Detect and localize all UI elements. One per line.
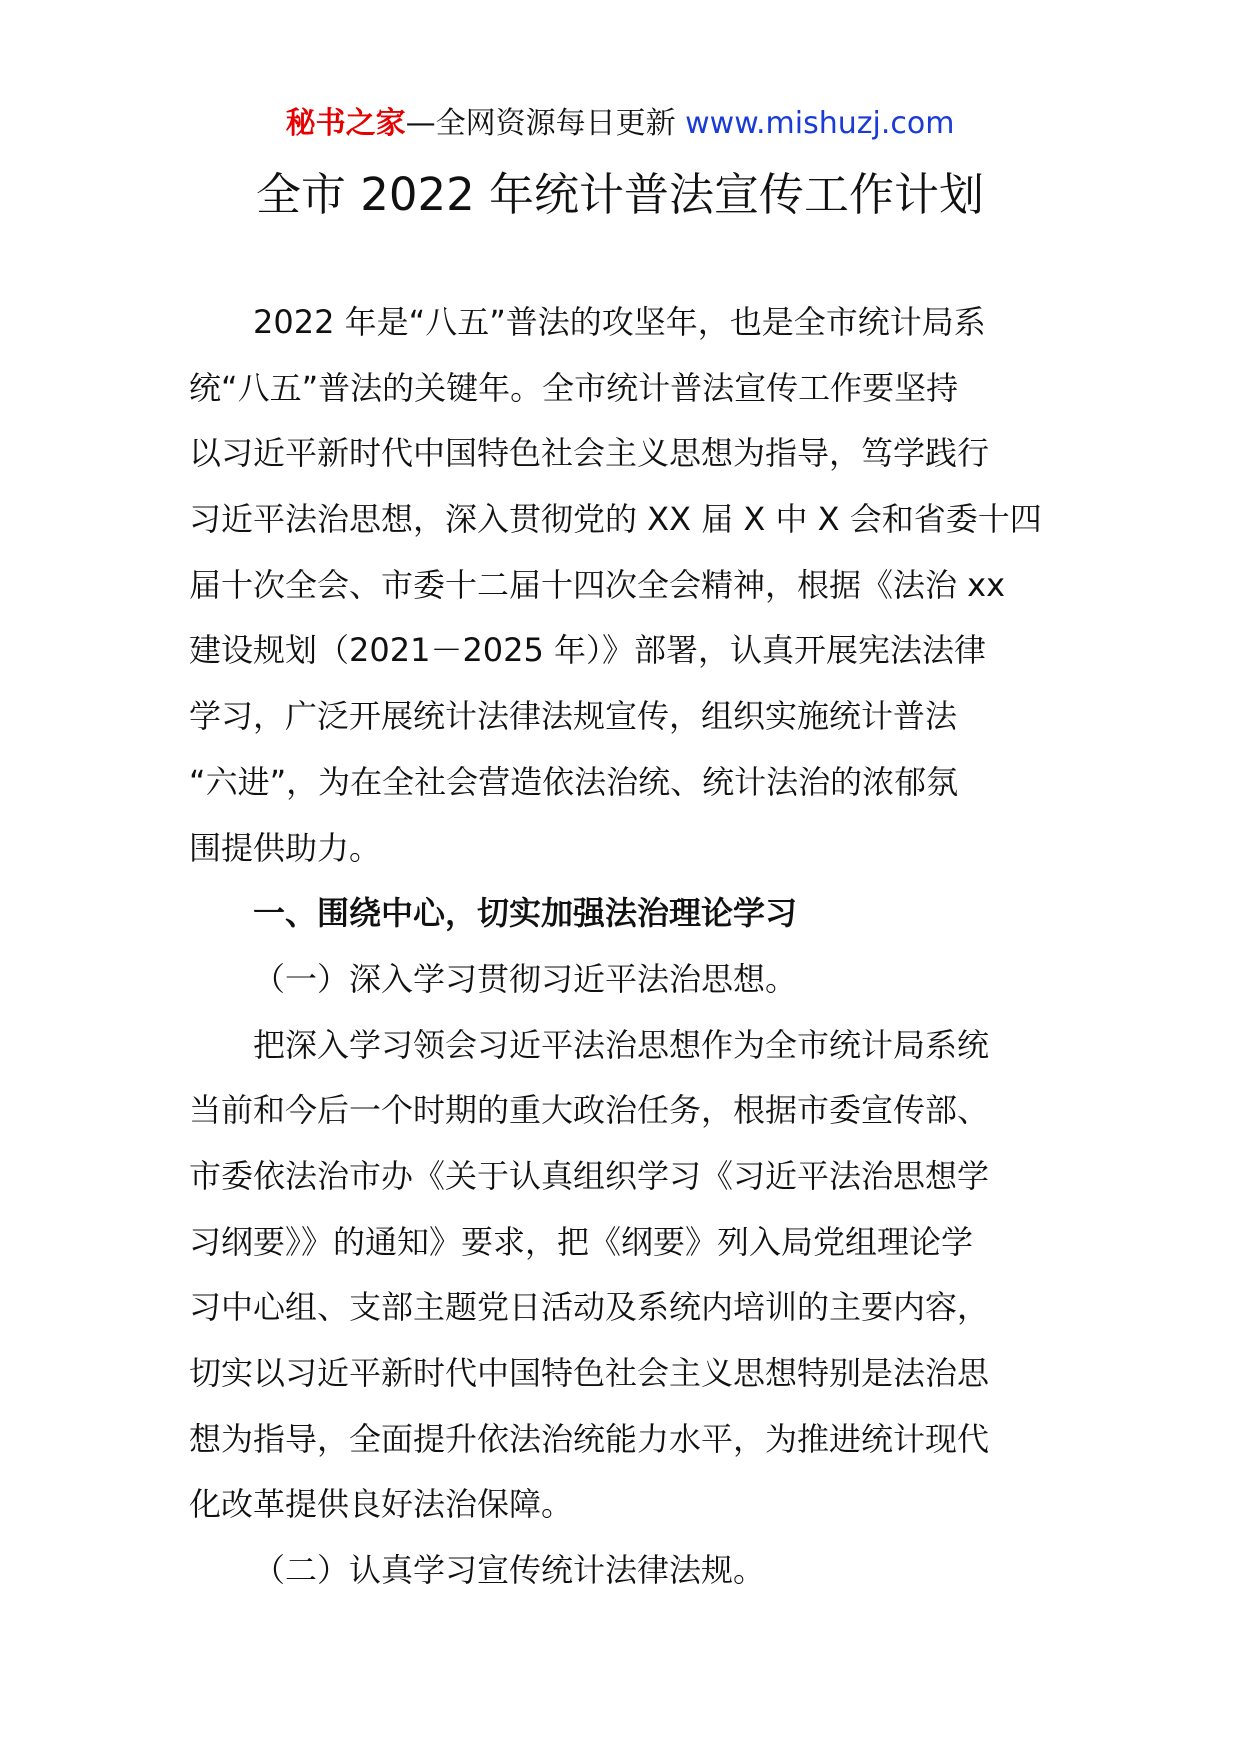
paragraph-line: 切实以习近平新时代中国特色社会主义思想特别是法治思 — [189, 1354, 990, 1392]
paragraph-line: 统“八五”普法的关键年。全市统计普法宣传工作要坚持 — [189, 368, 959, 407]
header-tagline: —全网资源每日更新 — [405, 106, 676, 141]
paragraph-line: 建设规划（2021－2025 年）》部署，认真开展宪法法律 — [189, 631, 987, 670]
subsection-heading: （二）认真学习宣传统计法律法规。 — [253, 1551, 766, 1590]
paragraph-line: 习中心组、支部主题党日活动及系统内培训的主要内容， — [189, 1288, 990, 1327]
document-body — [189, 290, 1069, 1604]
paragraph-line: 习纲要》》的通知》要求，把《纲要》列入局党组理论学 — [189, 1222, 974, 1261]
paragraph-line: 想为指导，全面提升依法治统能力水平，为推进统计现代 — [189, 1419, 990, 1458]
paragraph-line: 习近平法治思想，深入贯彻党的 XX 届 X 中 X 会和省委十四 — [189, 500, 1042, 539]
paragraph-line: 学习，广泛开展统计法律法规宣传，组织实施统计普法 — [189, 697, 958, 736]
site-header — [0, 100, 1240, 148]
subsection-heading: （一）深入学习贯彻习近平法治思想。 — [253, 959, 798, 998]
paragraph-line: 把深入学习领会习近平法治思想作为全市统计局系统 — [253, 1025, 990, 1064]
paragraph-line: 届十次全会、市委十二届十四次全会精神，根据《法治 xx — [189, 565, 1006, 604]
paragraph-line: 以习近平新时代中国特色社会主义思想为指导，笃学践行 — [189, 434, 990, 473]
paragraph-line: 化改革提供良好法治保障。 — [189, 1485, 574, 1524]
brand-name: 秘书之家 — [285, 106, 406, 141]
paragraph-line: 围提供助力。 — [189, 828, 382, 867]
site-url-link[interactable]: www.mishuzj.com — [685, 106, 955, 141]
paragraph-line: “六进”，为在全社会营造依法治统、统计法治的浓郁氛 — [189, 762, 959, 801]
paragraph-line: 2022 年是“八五”普法的攻坚年，也是全市统计局系 — [253, 303, 986, 341]
section-heading: 一、围绕中心，切实加强法治理论学习 — [253, 894, 798, 933]
paragraph-line: 当前和今后一个时期的重大政治任务，根据市委宣传部、 — [189, 1091, 990, 1130]
document-title: 全市 2022 年统计普法宣传工作计划 — [255, 168, 985, 221]
paragraph-line: 市委依法治市办《关于认真组织学习《习近平法治思想学 — [189, 1156, 990, 1195]
